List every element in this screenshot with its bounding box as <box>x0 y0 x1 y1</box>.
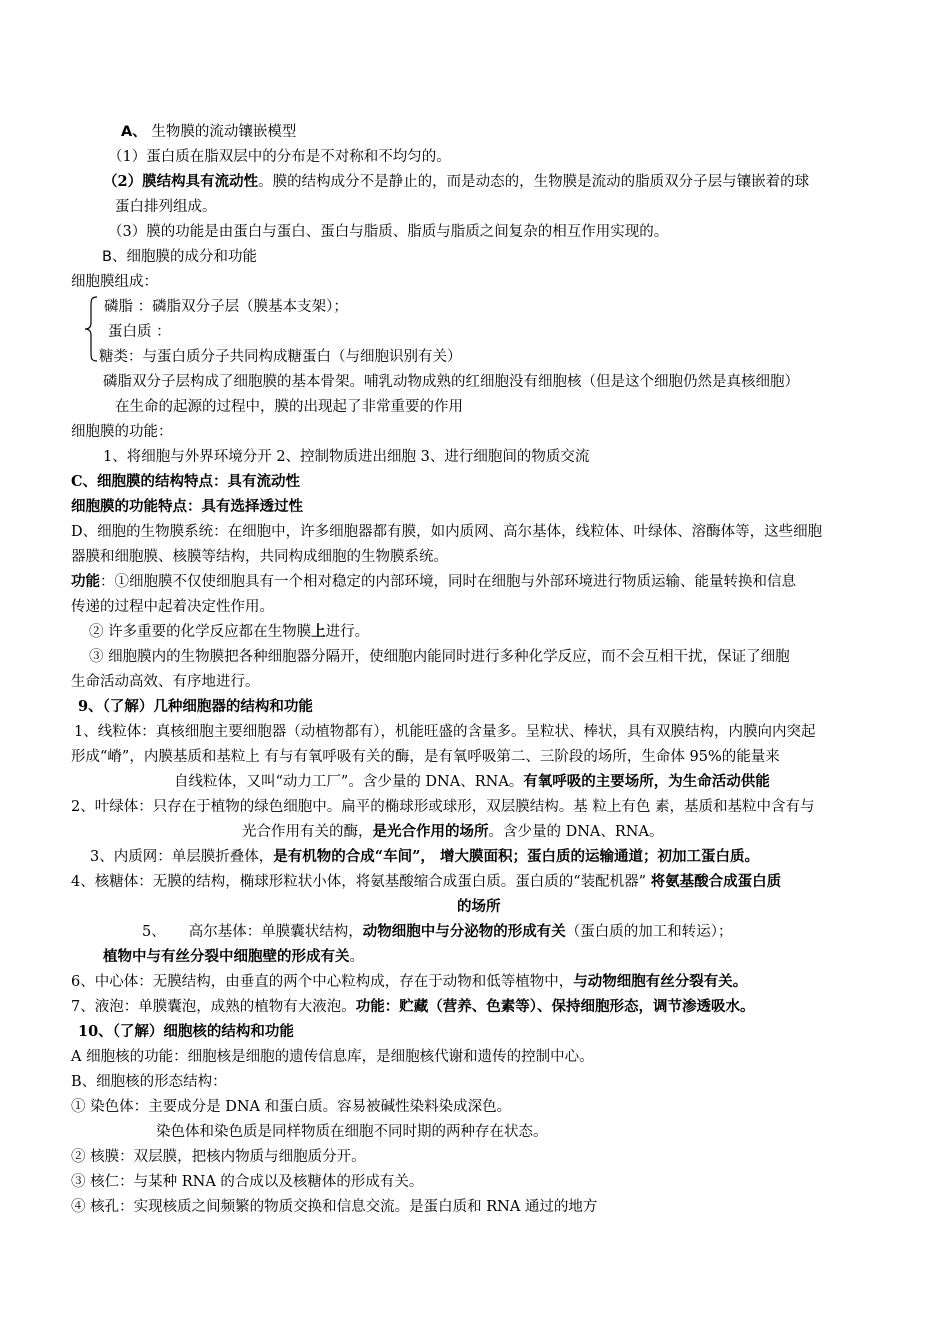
nucleus-function: A 细胞核的功能：细胞核是细胞的遗传信息库，是细胞核代谢和遗传的控制中心。 <box>71 1049 594 1065</box>
composition-item-phospholipid: 磷脂 ：磷脂双分子层（膜基本支架）； <box>104 299 348 315</box>
composition-title: 细胞膜组成： <box>71 274 158 290</box>
section-d-func1 <box>71 572 796 592</box>
section-b-heading: B、细胞膜的成分和功能 <box>102 249 257 265</box>
nucleus-nucleolus: ③ 核仁：与某种 RNA 的合成以及核糖体的形成有关。 <box>71 1174 424 1190</box>
organelle-mitochondria-l3b: 有氧呼吸的主要场所，为生命活动供能 <box>523 773 770 790</box>
organelle-mitochondria-l1: 1、线粒体：真核细胞主要细胞器（动植物都有），机能旺盛的含量多。呈粒状、棒状，具有双膜结构，内膜向内突起 <box>74 724 816 740</box>
nucleus-envelope: ② 核膜：双层膜，把核内物质与细胞质分开。 <box>71 1149 366 1165</box>
section-a-heading <box>121 122 296 142</box>
section-d-func3-cont: 生命活动高效、有序地进行。 <box>71 674 260 690</box>
curly-brace-icon <box>84 296 98 362</box>
organelle-golgi-b: 动物细胞中与分泌物的形成有关 <box>362 923 566 940</box>
section-d-func3: ③ 细胞膜内的生物膜把各种细胞器分隔开，使细胞内能同时进行多种化学反应，而不会互相干扰，保证了细胞 <box>89 649 790 665</box>
organelle-mitochondria-l3 <box>174 772 770 792</box>
section-c-structure: C、细胞膜的结构特点：具有流动性 <box>71 473 301 490</box>
organelle-chloroplast-l1: 2、叶绿体：只存在于植物的绿色细胞中。扁平的椭球形或球形，双层膜结构。基 粒上有色 素，基质和基粒中含有与 <box>71 799 815 815</box>
nucleus-structure-title: B、细胞核的形态结构： <box>71 1074 227 1090</box>
section-a-p3: （3）膜的功能是由蛋白与蛋白、蛋白与脂质、脂质与脂质之间复杂的相互作用实现的。 <box>108 224 669 240</box>
section-10-heading: 10、（了解）细胞核的结构和功能 <box>78 1023 294 1040</box>
organelle-mitochondria-l3a: 自线粒体，又叫“动力工厂”。含少量的 DNA、RNA。 <box>174 774 524 790</box>
organelle-er-a: 3、内质网：单层膜折叠体， <box>90 849 274 865</box>
organelle-golgi-l2-bold: 植物中与有丝分裂中细胞壁的形成有关 <box>103 948 350 965</box>
organelle-centrosome-b: 与动物细胞有丝分裂有关。 <box>573 973 748 990</box>
section-d-func2 <box>89 622 369 642</box>
section-b-note2: 在生命的起源的过程中，膜的出现起了非常重要的作用 <box>115 399 463 415</box>
section-d-func1-cont: 传递的过程中起着决定性作用。 <box>71 599 274 615</box>
section-d-func2-b: 上 <box>311 623 326 640</box>
section-a-p2-bold: （2）膜结构具有流动性 <box>103 173 259 190</box>
organelle-vacuole-a: 7、液泡：单膜囊泡，成熟的植物有大液泡。 <box>71 999 356 1015</box>
organelle-ribosome-l1a: 4、核糖体：无膜的结构，椭球形粒状小体，将氨基酸缩合成蛋白质。蛋白质的“装配机器” <box>71 874 651 890</box>
organelle-ribosome-l2: 的场所 <box>457 898 501 915</box>
section-d-func2-c: 进行。 <box>325 624 370 640</box>
organelle-vacuole-b: 功能：贮藏（营养、色素等）、保持细胞形态，调节渗透吸水。 <box>355 998 755 1015</box>
organelle-vacuole <box>71 997 754 1017</box>
organelle-centrosome-a: 6、中心体：无膜结构，由垂直的两个中心粒构成，存在于动物和低等植物中， <box>71 974 574 990</box>
organelle-chloroplast-l2b: 是光合作用的场所 <box>372 823 489 840</box>
section-a-p1: （1）蛋白质在脂双层中的分布是不对称和不均匀的。 <box>108 149 451 165</box>
organelle-golgi-a: 高尔基体：单膜囊状结构， <box>188 924 363 940</box>
section-b-note1: 磷脂双分子层构成了细胞膜的基本骨架。哺乳动物成熟的红细胞没有细胞核（但是这个细胞仍然是真核细胞） <box>103 374 799 390</box>
composition-item-protein: 蛋白质 ： <box>108 324 171 340</box>
function-title: 细胞膜的功能： <box>71 424 173 440</box>
organelle-golgi-num: 5、 <box>142 924 166 940</box>
section-d-line1: D、细胞的生物膜系统：在细胞中，许多细胞器都有膜，如内质网、高尔基体，线粒体、叶绿体、溶酶体等，这些细胞 <box>71 524 823 540</box>
organelle-golgi-l1 <box>142 922 733 942</box>
organelle-centrosome <box>71 972 747 992</box>
organelle-chloroplast-l2c: 。含少量的 DNA、RNA。 <box>488 824 664 840</box>
section-a-p2-cont: 蛋白排列组成。 <box>115 199 217 215</box>
organelle-chloroplast-l2a: 光合作用有关的酶， <box>242 824 373 840</box>
nucleus-chromosome-note: 染色体和染色质是同样物质在细胞不同时期的两种存在状态。 <box>156 1124 548 1140</box>
section-d-line2: 器膜和细胞膜、核膜等结构，共同构成细胞的生物膜系统。 <box>71 549 448 565</box>
organelle-er <box>90 847 759 867</box>
section-9-heading: 9、（了解）几种细胞器的结构和功能 <box>78 698 313 715</box>
nucleus-pore: ④ 核孔：实现核质之间频繁的物质交换和信息交流。是蛋白质和 RNA 通过的地方 <box>71 1199 598 1215</box>
organelle-ribosome-l1 <box>71 872 781 892</box>
organelle-golgi-l2-end: 。 <box>349 949 364 965</box>
section-d-func-line1: ：①细胞膜不仅使细胞具有一个相对稳定的内部环境，同时在细胞与外部环境进行物质运输、能量转换和信息 <box>100 574 796 590</box>
section-d-func2-a: ② 许多重要的化学反应都在生物膜 <box>89 624 312 640</box>
organelle-chloroplast-l2 <box>242 822 663 842</box>
section-a-p2-rest: 。膜的结构成分不是静止的，而是动态的，生物膜是流动的脂质双分子层与镶嵌着的球 <box>258 174 810 190</box>
organelle-golgi-l2 <box>103 947 364 967</box>
section-c-function: 细胞膜的功能特点：具有选择透过性 <box>71 498 303 515</box>
organelle-ribosome-l1b: 将氨基酸合成蛋白质 <box>650 873 782 890</box>
function-list: 1、将细胞与外界环境分开 2、控制物质进出细胞 3、进行细胞间的物质交流 <box>103 449 590 465</box>
organelle-er-b: 是有机物的合成“车间”， 增大膜面积；蛋白质的运输通道；初加工蛋白质。 <box>273 848 759 865</box>
organelle-golgi-c: （蛋白质的加工和转运）； <box>565 924 733 940</box>
section-a-title: 生物膜的流动镶嵌模型 <box>151 124 297 140</box>
section-a-p2 <box>103 172 809 192</box>
nucleus-chromosome: ① 染色体：主要成分是 DNA 和蛋白质。容易被碱性染料染成深色。 <box>71 1099 512 1115</box>
section-d-func-label: 功能 <box>71 573 100 590</box>
section-a-label: A、 <box>121 124 147 140</box>
organelle-mitochondria-l2: 形成“嵴”，内膜基质和基粒上 有与有氧呼吸有关的酶，是有氧呼吸第二、三阶段的场所，生命体 95%的能量来 <box>71 749 780 765</box>
composition-item-sugar: 糖类：与蛋白质分子共同构成糖蛋白（与细胞识别有关） <box>99 349 462 365</box>
